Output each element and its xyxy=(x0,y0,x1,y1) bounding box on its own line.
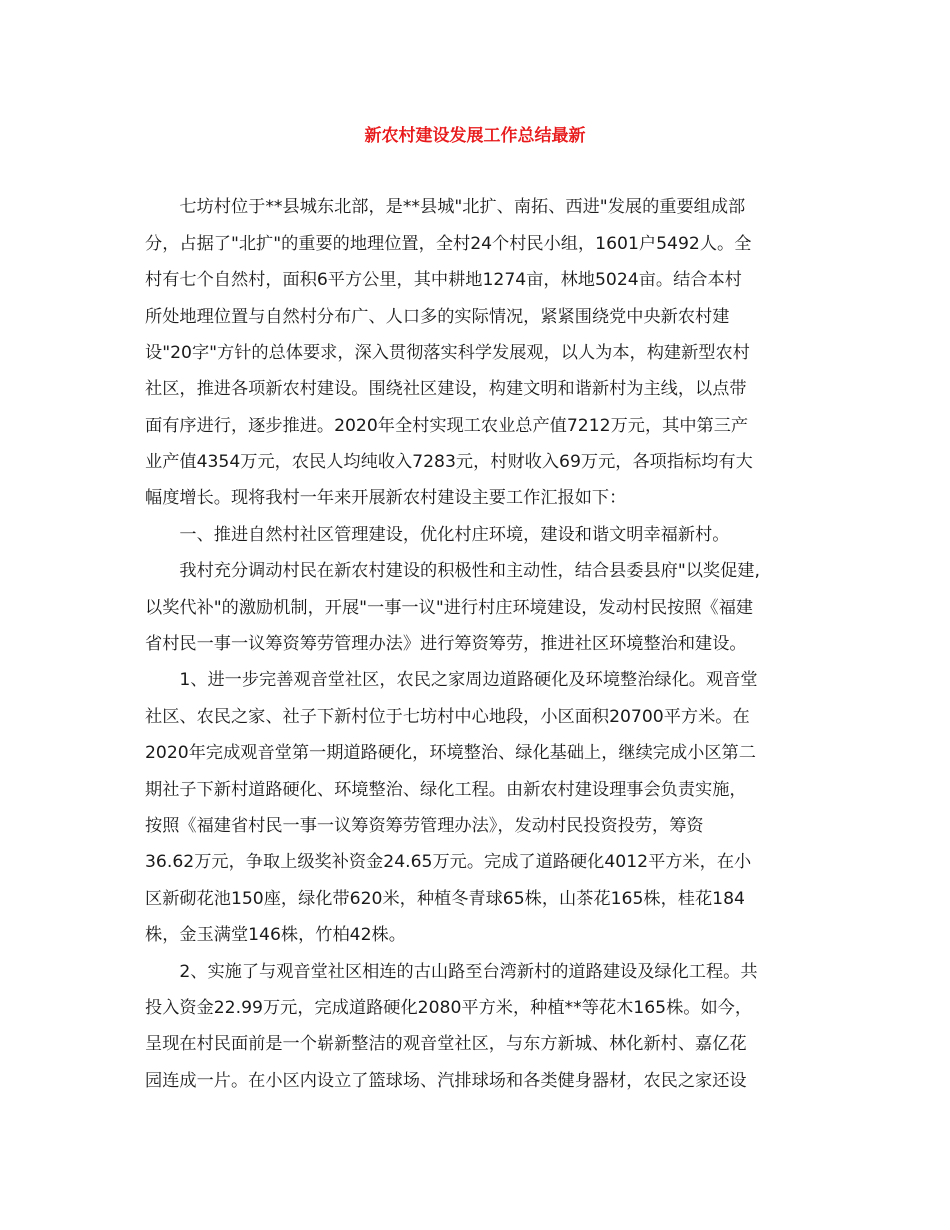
body-line: 面有序进行，逐步推进。2020年全村实现工农业总产值7212万元，其中第三产 xyxy=(145,416,749,436)
body-line: 36.62万元，争取上级奖补资金24.65万元。完成了道路硬化4012平方米，在小 xyxy=(145,852,752,872)
body-line: 1、进一步完善观音堂社区，农民之家周边道路硬化及环境整治绿化。观音堂 xyxy=(145,670,758,690)
body-line: 社区、农民之家、社子下新村位于七坊村中心地段，小区面积20700平方米。在 xyxy=(145,707,750,727)
body-line: 园连成一片。在小区内设立了篮球场、汽排球场和各类健身器材，农民之家还设 xyxy=(145,1071,747,1091)
body-line: 期社子下新村道路硬化、环境整治、绿化工程。由新农村建设理事会负责实施， xyxy=(145,780,747,800)
body-line: 2、实施了与观音堂社区相连的古山路至台湾新村的道路建设及绿化工程。共 xyxy=(145,962,758,982)
body-line: 我村充分调动村民在新农村建设的积极性和主动性，结合县委县府"以奖促建, xyxy=(145,561,760,581)
body-line: 分，占据了"北扩"的重要的地理位置，全村24个村民小组，1601户5492人。全 xyxy=(145,234,752,254)
body-line: 以奖代补"的激励机制，开展"一事一议"进行村庄环境建设，发动村民按照《福建 xyxy=(145,598,754,618)
section-heading: 一、推进自然村社区管理建设，优化村庄环境，建设和谐文明幸福新村。 xyxy=(145,525,730,545)
body-line: 所处地理位置与自然村分布广、人口多的实际情况，紧紧围绕党中央新农村建 xyxy=(145,307,730,327)
body-line: 投入资金22.99万元，完成道路硬化2080平方米，种植**等花木165株。如今， xyxy=(145,998,753,1018)
body-line: 2020年完成观音堂第一期道路硬化，环境整治、绿化基础上，继续完成小区第二 xyxy=(145,743,756,763)
body-line: 业产值4354万元，农民人均纯收入7283元，村财收入69万元，各项指标均有大 xyxy=(145,452,753,472)
body-line: 呈现在村民面前是一个崭新整洁的观音堂社区，与东方新城、林化新村、嘉亿花 xyxy=(145,1034,747,1054)
body-line: 株，金玉满堂146株，竹柏42株。 xyxy=(145,925,406,945)
body-line: 省村民一事一议筹资筹劳管理办法》进行筹资筹劳，推进社区环境整治和建设。 xyxy=(145,634,747,654)
document-title: 新农村建设发展工作总结最新 xyxy=(364,126,586,146)
body-line: 区新砌花池150座，绿化带620米，种植冬青球65株，山茶花165株，桂花184 xyxy=(145,889,745,909)
body-line: 社区，推进各项新农村建设。围绕社区建设，构建文明和谐新村为主线，以点带 xyxy=(145,379,747,399)
body-line: 设"20字"方针的总体要求，深入贯彻落实科学发展观，以人为本，构建新型农村 xyxy=(145,343,750,363)
body-line: 幅度增长。现将我村一年来开展新农村建设主要工作汇报如下： xyxy=(145,488,627,508)
body-line: 村有七个自然村，面积6平方公里，其中耕地1274亩，林地5024亩。结合本村 xyxy=(145,270,742,290)
body-line: 按照《福建省村民一事一议筹资筹劳管理办法》，发动村民投资投劳，筹资 xyxy=(145,816,704,836)
body-line: 七坊村位于**县城东北部，是**县城"北扩、南拓、西进"发展的重要组成部 xyxy=(145,197,746,217)
